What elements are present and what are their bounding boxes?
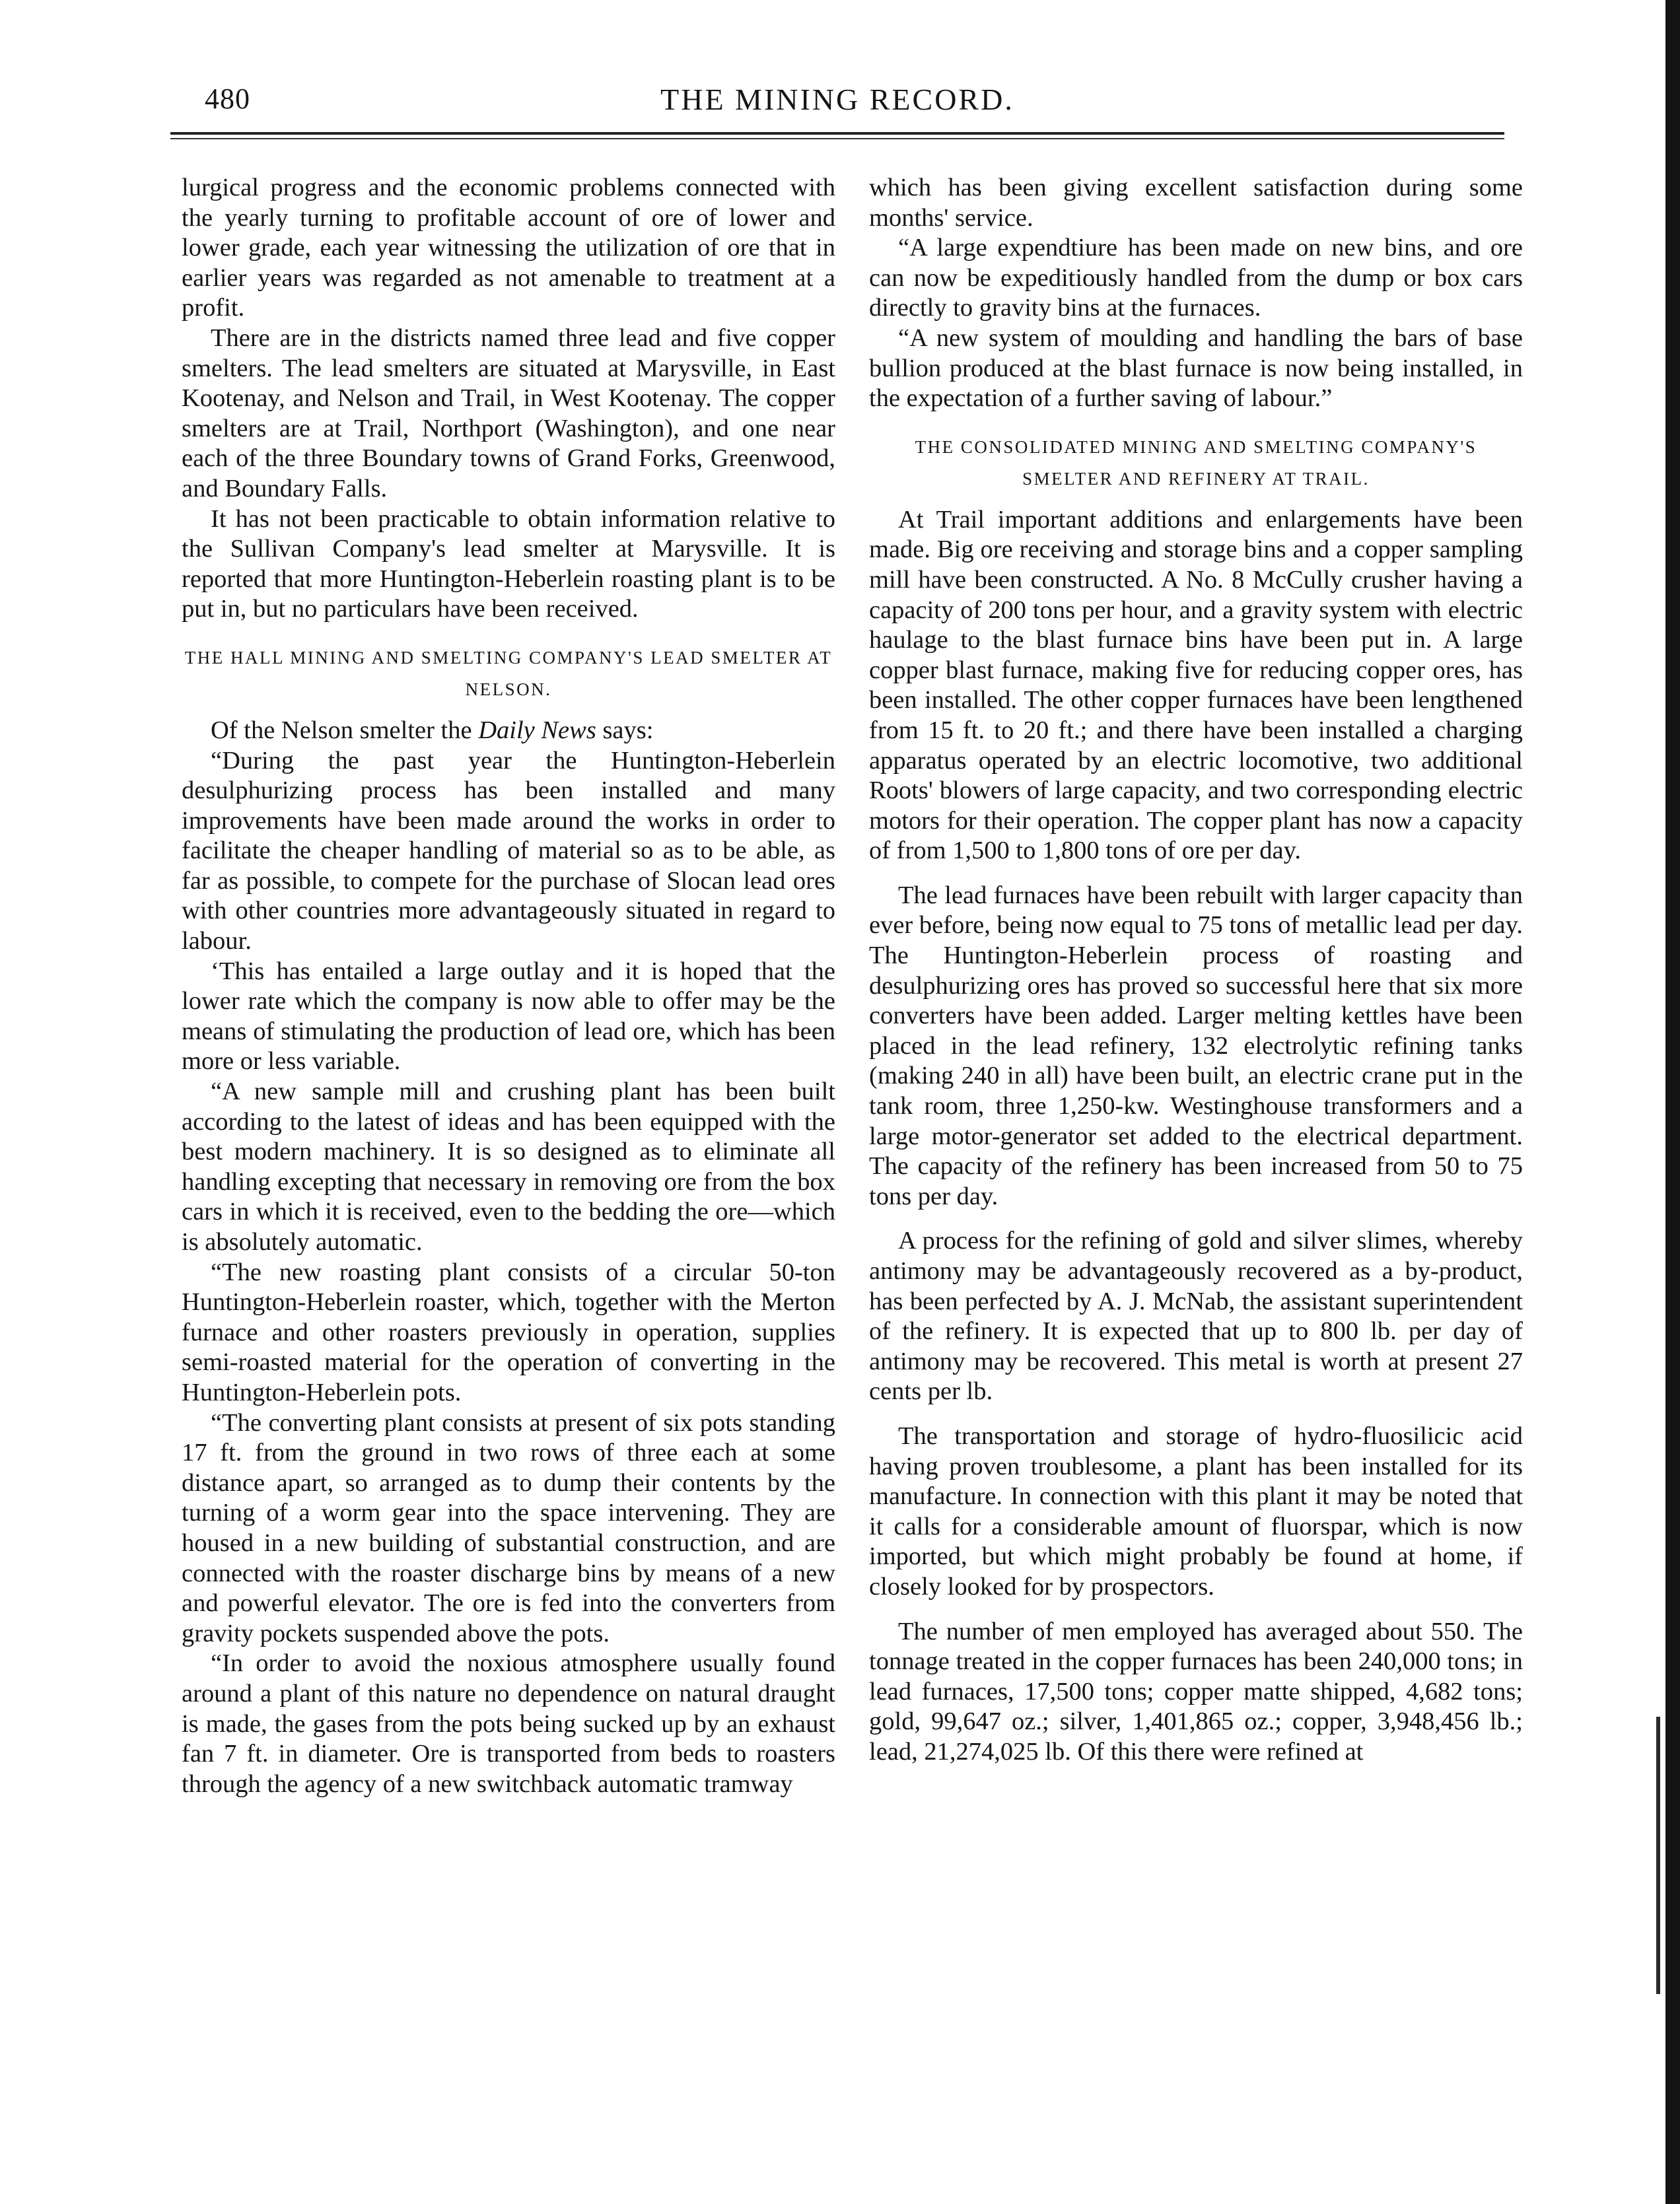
paragraph: “A new system of moulding and handling the bars of base bullion produced at the blast furnace is now being installed, in the expectation of a further saving of labour.” — [869, 324, 1523, 413]
paragraph: The transportation and storage of hydro-fluosilicic acid having proven troublesome, a plant has been installed for its manufacture. In connection with this plant it may be noted that it calls for a considerable amount of fluorspar, which is now imported, but which might probably be found at home, if closely looked for by prospectors. — [869, 1422, 1523, 1601]
paragraph: There are in the districts named three lead and five copper smelters. The lead smelters are situated at Marysville, in East Kootenay, and Nelson and Trail, in West Kootenay. The copper smelters are at Trail, Northport (Washington), and one near each of the three Boundary towns of Grand Forks, Greenwood, and Boundary Falls. — [182, 324, 835, 502]
left-column — [182, 173, 835, 1799]
paragraph: At Trail important additions and enlargements have been made. Big ore receiving and storage bins and a copper sampling mill have been constructed. A No. 8 McCully crusher having a capacity of 200 tons per hour, and a gravity system with electric haulage to the blast furnace bins have been put in. A large copper blast furnace, making five for reducing copper ores, has been installed. The other copper furnaces have been lengthened from 15 ft. to 20 ft.; and there have been installed a charging apparatus operated by an electric locomotive, two additional Roots' blowers of large capacity, and two corresponding electric motors for their operation. The copper plant has now a capacity of from 1,500 to 1,800 tons of ore per day. — [869, 505, 1523, 865]
page-header — [170, 82, 1504, 121]
paragraph: “During the past year the Huntington-Heberlein desulphurizing process has been installed and many improvements have been made around the works in order to facilitate the cheaper handling of material so as to be able, as far as possible, to compete for the purchase of Slocan lead ores with other countries more advantageously situated in regard to labour. — [182, 746, 835, 955]
paragraph: “The converting plant consists at present of six pots standing 17 ft. from the ground in two rows of three each at some distance apart, so arranged as to dump their contents by the turning of a worm gear into the space intervening. They are housed in a new building of substantial construction, and are connected with the roaster discharge bins by means of a new and powerful elevator. The ore is fed into the converters from gravity pockets suspended above the pots. — [182, 1408, 835, 1647]
paragraph: “A large expendtiure has been made on new bins, and ore can now be expeditiously handled from the dump or box cars directly to gravity bins at the furnaces. — [869, 234, 1523, 322]
right-column — [869, 173, 1523, 1768]
section-heading-consolidated-mining: THE CONSOLIDATED MINING AND SMELTING COMPANY'S SMELTER AND REFINERY AT TRAIL. — [915, 436, 1477, 489]
paragraph: The lead furnaces have been rebuilt with larger capacity than ever before, being now equal to 75 tons of metallic lead per day. The Huntington-Heberlein process of roasting and desulphurizing ores has proved so successful here that six more converters have been added. Larger melting kettles have been placed in the lead refinery, 132 electrolytic refining tanks (making 240 in all) have been built, an electric crane put in the tank room, three 1,250-kw. Westinghouse transformers and a large motor-generator set added to the electrical department. The capacity of the refinery has been increased from 50 to 75 tons per day. — [869, 881, 1523, 1210]
paragraph: ‘This has entailed a large outlay and it is hoped that the lower rate which the company is now able to offer may be the means of stimulating the production of lead ore, which has been more or less variable. — [182, 957, 835, 1076]
paragraph: Of the Nelson smelter the Daily News says: — [211, 716, 654, 744]
paragraph: It has not been practicable to obtain information relative to the Sullivan Company's lead smelter at Marysville. It is reported that more Huntington-Heberlein roasting plant is to be put in, but no particulars have been received. — [182, 504, 835, 623]
paragraph: “The new roasting plant consists of a circular 50-ton Huntington-Heberlein roaster, which, together with the Merton furnace and other roasters previously in operation, supplies semi-roasted material for the operation of converting in the Huntington-Heberlein pots. — [182, 1258, 835, 1406]
newspaper-title: Daily News — [478, 716, 596, 744]
section-heading-hall-mining: THE HALL MINING AND SMELTING COMPANY'S LEAD SMELTER AT NELSON. — [184, 647, 833, 699]
page-number: 480 — [205, 83, 250, 115]
running-title: THE MINING RECORD. — [660, 83, 1014, 116]
page-edge-bar — [1665, 0, 1680, 2204]
page-edge-mark — [1656, 1717, 1660, 1994]
paragraph: which has been giving excellent satisfaction during some months' service. — [869, 174, 1523, 232]
paragraph: A process for the refining of gold and silver slimes, whereby antimony may be advantageously recovered as a by-product, has been perfected by A. J. McNab, the assistant superintendent of the refinery. It is expected that up to 800 lb. per day of antimony may be recovered. This metal is worth at present 27 cents per lb. — [869, 1227, 1523, 1406]
header-rule — [170, 132, 1504, 143]
paragraph: lurgical progress and the economic problems connected with the yearly turning to profitable account of ore of lower and lower grade, each year witnessing the utilization of ore that in earlier years was regarded as not amenable to treatment at a profit. — [182, 174, 835, 322]
paragraph: “A new sample mill and crushing plant has been built according to the latest of ideas and has been equipped with the best modern machinery. It is so designed as to eliminate all handling excepting that necessary in removing ore from the box cars in which it is received, even to the bedding the ore—which is absolutely automatic. — [182, 1078, 835, 1256]
paragraph: “In order to avoid the noxious atmosphere usually found around a plant of this nature no dependence on natural draught is made, the gases from the pots being sucked up by an exhaust fan 7 ft. in diameter. Ore is transported from beds to roasters through the agency of a new switchback automatic tramway — [182, 1649, 835, 1798]
paragraph: The number of men employed has averaged about 550. The tonnage treated in the copper furnaces has been 240,000 tons; in lead furnaces, 17,500 tons; copper matte shipped, 4,682 tons; gold, 99,647 oz.; silver, 1,401,865 oz.; copper, 3,948,456 lb.; lead, 21,274,025 lb. Of this there were refined at — [869, 1617, 1523, 1766]
